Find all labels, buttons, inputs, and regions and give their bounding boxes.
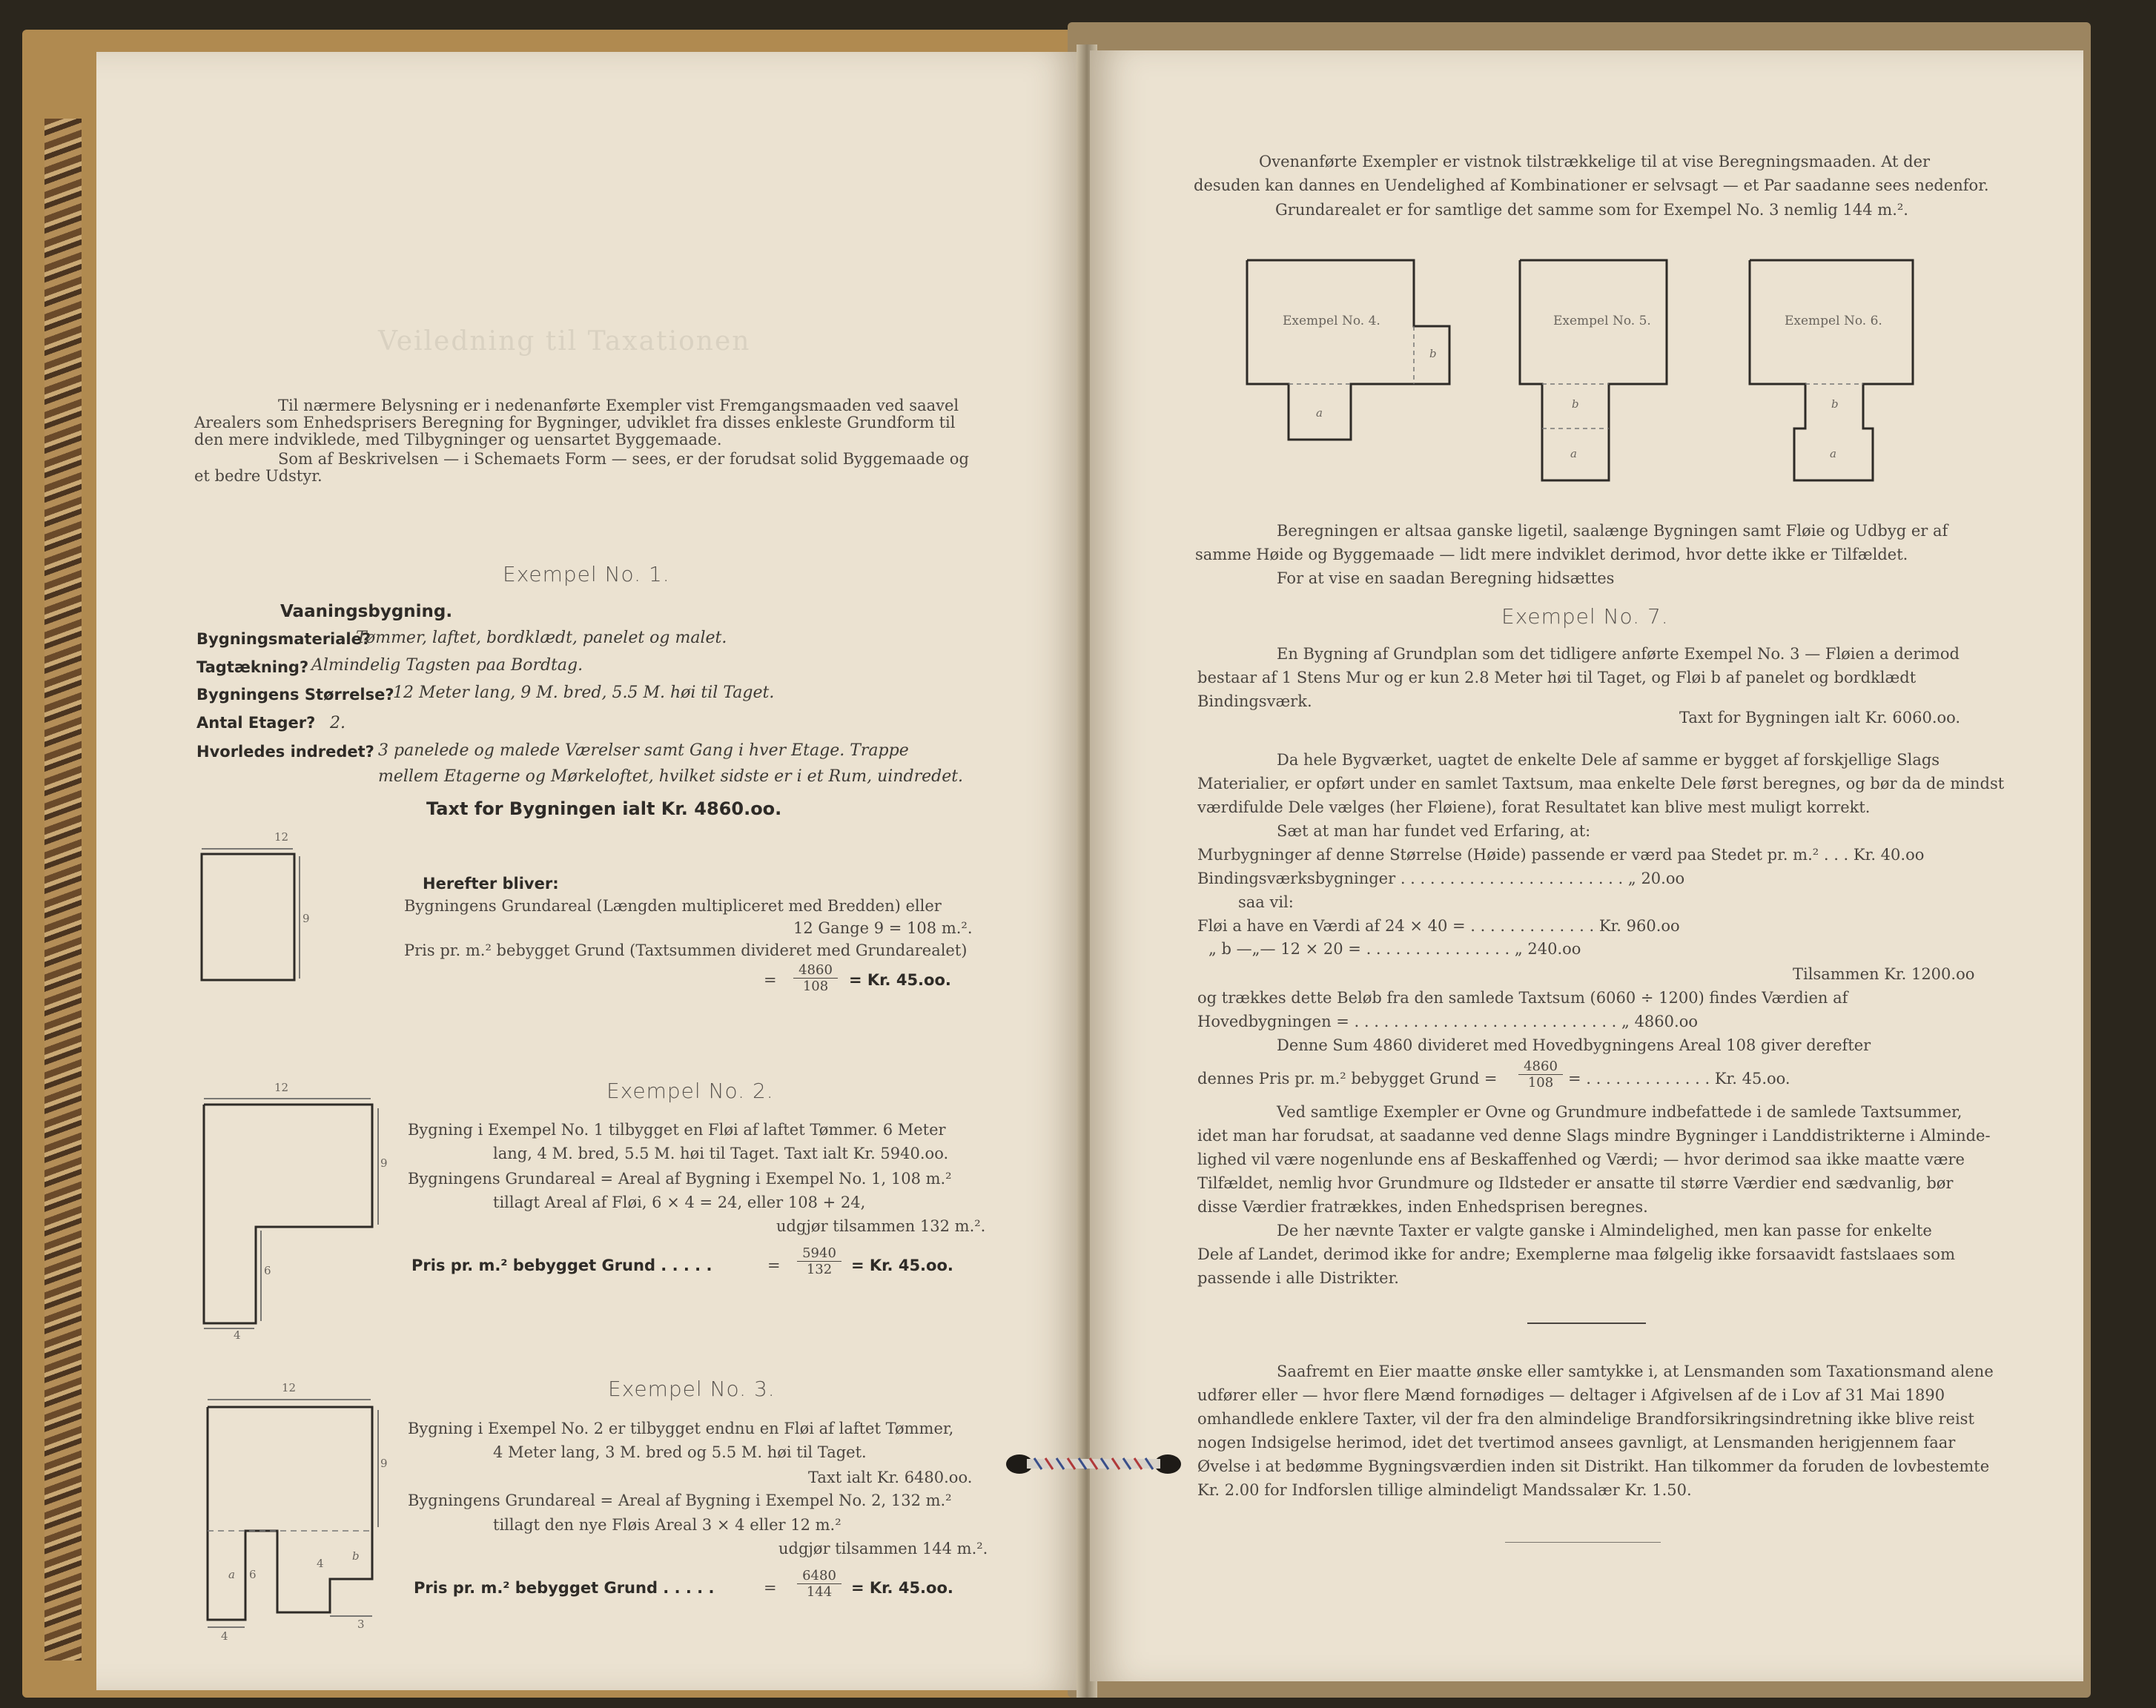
right-p5: lighed vil være nogenlunde ens af Beskaffenhed og Værdi; — hvor derimod saa ikke maatte være [1197, 1151, 1965, 1168]
denne-result: = . . . . . . . . . . . . . Kr. 45.oo. [1568, 1070, 1790, 1088]
ex2-heading: Exempel No. 2. [606, 1079, 774, 1103]
denne-line: dennes Pris pr. m.² bebygget Grund = [1197, 1070, 1498, 1088]
right-page [1090, 50, 2083, 1681]
ex3-line: Taxt ialt Kr. 6480.oo. [808, 1469, 973, 1486]
right-p5: idet man har forudsat, at saadanne ved denne Slags mindre Bygninger i Landdistrikterne i Alminde- [1197, 1127, 1991, 1145]
right-p6: Øvelse i at bedømme Bygningsværdien inden sit Distrikt. Han tilkommer da foruden de lovbestemte [1197, 1457, 1990, 1475]
saa-line: saa vil: [1238, 893, 1294, 911]
a-floors: 2. [330, 714, 345, 732]
right-p6: omhandlede enklere Taxter, vil der fra den almindelige Brandforsikringsindretning ikke blive reist [1197, 1410, 1974, 1428]
tilsammen-line: Tilsammen Kr. 1200.oo [1793, 965, 1975, 983]
ex3-lbl-b: b [352, 1549, 360, 1563]
ex3-eq: = [764, 1579, 777, 1597]
ex3-pris: Pris pr. m.² bebygget Grund . . . . . [414, 1579, 715, 1597]
ex6-lbl-a: a [1830, 447, 1836, 460]
ex3-frac-num: 6480 [797, 1568, 841, 1584]
ex3-line: udgjør tilsammen 144 m.². [778, 1540, 988, 1558]
ex3-result: = Kr. 45.oo. [851, 1579, 953, 1597]
ex7-fraction [1518, 1059, 1563, 1090]
ex3-dim-4a: 4 [221, 1629, 228, 1643]
ex2-line: Bygningens Grundareal = Areal af Bygning i Exempel No. 1, 108 m.² [408, 1170, 952, 1188]
right-p5: passende i alle Distrikter. [1197, 1269, 1399, 1287]
binding-line: Bindingsværksbygninger . . . . . . . . . . . . . . . . . . . . . . . „ 20.oo [1197, 870, 1685, 887]
intro-line: Som af Beskrivelsen — i Schemaets Form — sees, er der forudsat solid Byggemaade og [278, 450, 969, 468]
ex2-line: lang, 4 M. bred, 5.5 M. høi til Taget. Taxt ialt Kr. 5940.oo. [493, 1145, 949, 1162]
ex1-grund2: 12 Gange 9 = 108 m.². [793, 919, 973, 937]
right-p3: En Bygning af Grundplan som det tidligere anførte Exempel No. 3 — Fløien a derimod [1277, 645, 1960, 663]
ex2-line: udgjør tilsammen 132 m.². [776, 1217, 986, 1235]
a-roof: Almindelig Tagsten paa Bordtag. [311, 656, 583, 675]
ex1-taxt: Taxt for Bygningen ialt Kr. 4860.oo. [426, 798, 782, 819]
right-p3: Bindingsværk. [1197, 692, 1312, 710]
traekkes-line: og trækkes dette Beløb fra den samlede Taxtsum (6060 ÷ 1200) findes Værdien af [1197, 989, 1848, 1007]
ex1-heading: Exempel No. 1. [503, 562, 670, 586]
ex3-dim-h: 9 [380, 1457, 388, 1470]
a-size: 12 Meter lang, 9 M. bred, 5.5 M. høi til Taget. [393, 683, 775, 702]
ex1-dim-h: 9 [302, 912, 310, 925]
binding-string [1001, 1449, 1186, 1479]
ex2-line: tillagt Areal af Fløi, 6 × 4 = 24, eller 108 + 24, [493, 1194, 866, 1211]
right-p6: udfører eller — hvor flere Mænd fornødiges — deltager i Afgivelsen af de i Lov af 31 Mai 1890 [1197, 1386, 1945, 1404]
ex3-dim-3: 3 [357, 1618, 365, 1631]
a-layout: 3 panelede og malede Værelser samt Gang i hver Etage. Trappe [378, 741, 909, 760]
q-roof: Tagtækning? [196, 658, 309, 676]
right-p4: værdifulde Dele vælges (her Fløiene), forat Resultatet kan blive mest muligt korrekt. [1197, 798, 1871, 816]
ex2-fraction [797, 1245, 841, 1277]
ex7-taxt: Taxt for Bygningen ialt Kr. 6060.oo. [1679, 709, 1961, 726]
ex1-pris: Pris pr. m.² bebygget Grund (Taxtsummen divideret med Grundarealet) [404, 941, 968, 959]
ex1-herefter: Herefter bliver: [423, 875, 559, 893]
ex5-label: Exempel No. 5. [1553, 314, 1651, 328]
ex2-plan-outline [204, 1105, 372, 1323]
right-p6: Kr. 2.00 for Indforslen tillige almindeligt Mandssalær Kr. 1.50. [1197, 1481, 1692, 1499]
ex3-frac-den: 144 [806, 1584, 833, 1600]
ex7-heading: Exempel No. 7. [1501, 604, 1669, 629]
ex3-dim-6: 6 [249, 1568, 257, 1581]
floi-a-line: Fløi a have en Værdi af 24 × 40 = . . . . . . . . . . . . . Kr. 960.oo [1197, 917, 1680, 935]
ex3-dim-4b: 4 [317, 1557, 324, 1570]
ex3-dim-w: 12 [282, 1381, 297, 1394]
right-p2: Beregningen er altsaa ganske ligetil, saalænge Bygningen samt Fløie og Udbyg er af [1277, 522, 1948, 540]
ex3-lbl-a: a [228, 1568, 235, 1581]
ex5-lbl-b: b [1572, 397, 1579, 411]
marbled-edge [44, 119, 82, 1661]
right-p3: bestaar af 1 Stens Mur og er kun 2.8 Meter høi til Taget, og Fløi b af panelet og bordklædt [1197, 669, 1917, 686]
right-p5: Tilfældet, nemlig hvor Grundmure og Ildsteder er ansatte til større Værdier end sædvanlig, bør [1197, 1174, 1954, 1192]
ex2-frac-den: 132 [806, 1262, 833, 1277]
ex2-dim-w: 12 [274, 1081, 289, 1094]
exempel-plans [1090, 50, 1091, 51]
ex5-plan-outline [1520, 260, 1667, 480]
ex6-lbl-b: b [1831, 397, 1839, 411]
ex7-frac-den: 108 [1527, 1075, 1554, 1090]
right-p4: Sæt at man har fundet ved Erfaring, at: [1277, 822, 1591, 840]
ex1-plan-outline [202, 854, 294, 980]
intro-line: et bedre Udstyr. [194, 467, 323, 485]
denne-line: Denne Sum 4860 divideret med Hovedbygningens Areal 108 giver derefter [1277, 1036, 1871, 1054]
right-p6: nogen Indsigelse herimod, idet det tvertimod ansees gavnligt, at Lensmanden herigjennem faar [1197, 1434, 1956, 1452]
right-p2: For at vise en saadan Beregning hidsættes [1277, 569, 1615, 587]
traekkes-line: Hovedbygningen = . . . . . . . . . . . . . . . . . . . . . . . . . . . „ 4860.oo [1197, 1013, 1698, 1030]
right-p4: Da hele Bygværket, uagtet de enkelte Dele af samme er bygget af forskjellige Slags [1277, 751, 1940, 769]
ex2-frac-num: 5940 [797, 1245, 841, 1262]
q-floors: Antal Etager? [196, 714, 316, 732]
ex1-eq: = [764, 971, 777, 989]
ex3-fraction [797, 1568, 841, 1600]
ex2-dim-6: 6 [264, 1264, 271, 1277]
ex3-line: tillagt den nye Fløis Areal 3 × 4 eller 12 m.² [493, 1516, 841, 1534]
ex1-frac-num: 4860 [793, 962, 838, 979]
floi-b-line: „ b —„— 12 × 20 = . . . . . . . . . . . . . . . „ 240.oo [1208, 940, 1581, 958]
intro-line: Arealers som Enhedsprisers Beregning for Bygninger, udviklet fra disses enkleste Grundform til [194, 414, 956, 431]
ex1-subheading: Vaaningsbygning. [280, 602, 453, 621]
right-p2: samme Høide og Byggemaade — lidt mere indviklet derimod, hvor dette ikke er Tilfældet. [1195, 546, 1908, 563]
ex4-lbl-a: a [1316, 406, 1323, 420]
ex6-label: Exempel No. 6. [1785, 314, 1882, 328]
faint-title: Veiledning til Taxationen [378, 326, 751, 357]
ex5-lbl-a: a [1570, 447, 1577, 460]
ex3-heading: Exempel No. 3. [608, 1377, 776, 1401]
intro-line: Til nærmere Belysning er i nedenanførte Exempler vist Fremgangsmaaden ved saavel [278, 397, 959, 414]
ex1-result: = Kr. 45.oo. [849, 971, 951, 989]
ex3-line: Bygningens Grundareal = Areal af Bygning i Exempel No. 2, 132 m.² [408, 1492, 952, 1509]
ex2-dim-4: 4 [234, 1328, 241, 1342]
mur-line: Murbygninger af denne Størrelse (Høide) passende er værd paa Stedet pr. m.² . . . Kr. 40.oo [1197, 846, 1925, 864]
ex3-line: Bygning i Exempel No. 2 er tilbygget endnu en Fløi af laftet Tømmer, [408, 1420, 954, 1437]
ex1-grund1: Bygningens Grundareal (Længden multipliceret med Bredden) eller [404, 897, 942, 915]
bottom-rule [1505, 1542, 1661, 1543]
ex2-dim-h: 9 [380, 1156, 388, 1170]
ex3-line: 4 Meter lang, 3 M. bred og 5.5 M. høi til Taget. [493, 1443, 867, 1461]
left-page [96, 52, 1082, 1690]
ex2-result: = Kr. 45.oo. [851, 1257, 953, 1274]
q-material: Bygningsmateriale? [196, 630, 371, 648]
ex4-plan-outline [1247, 260, 1449, 440]
ex1-dim-w: 12 [274, 830, 289, 844]
ex1-frac-den: 108 [802, 979, 829, 994]
ex3-plan [96, 52, 97, 53]
a-layout-cont: mellem Etagerne og Mørkeloftet, hvilket sidste er i et Rum, uindredet. [378, 767, 964, 786]
right-p4: Materialier, er opført under en samlet Taxtsum, maa enkelte Dele først beregnes, og bør da de mindst [1197, 775, 2005, 792]
ex2-eq: = [767, 1257, 781, 1274]
ex2-pris: Pris pr. m.² bebygget Grund . . . . . [411, 1257, 712, 1274]
ex4-label: Exempel No. 4. [1283, 314, 1380, 328]
right-p5: Dele af Landet, derimod ikke for andre; Exemplerne maa følgelig ikke forsaavidt fastslaaes som [1197, 1245, 1955, 1263]
right-p1: Grundarealet er for samtlige det samme som for Exempel No. 3 nemlig 144 m.². [1275, 201, 1908, 219]
section-rule [1527, 1323, 1646, 1324]
ex3-plan-outline [208, 1407, 372, 1620]
ex7-frac-num: 4860 [1518, 1059, 1563, 1075]
ex1-fraction [793, 962, 838, 994]
right-p6: Saafremt en Eier maatte ønske eller samtykke i, at Lensmanden som Taxationsmand alene [1277, 1363, 1994, 1380]
q-layout: Hvorledes indredet? [196, 743, 374, 761]
intro-line: den mere indviklede, med Tilbygninger og uensartet Byggemaade. [194, 431, 722, 448]
a-material: Tømmer, laftet, bordklædt, panelet og malet. [356, 629, 727, 647]
right-p1: desuden kan dannes en Uendelighed af Kombinationer er selvsagt — et Par saadanne sees nedenfor. [1194, 176, 1989, 194]
right-p5: Ved samtlige Exempler er Ovne og Grundmure indbefattede i de samlede Taxtsummer, [1277, 1103, 1962, 1121]
right-p1: Ovenanførte Exempler er vistnok tilstrækkelige til at vise Beregningsmaaden. At der [1259, 153, 1931, 171]
ex4-lbl-b: b [1429, 347, 1437, 360]
q-size: Bygningens Størrelse? [196, 686, 394, 704]
ex2-line: Bygning i Exempel No. 1 tilbygget en Fløi af laftet Tømmer. 6 Meter [408, 1121, 946, 1139]
right-p5: disse Værdier fratrækkes, inden Enhedsprisen beregnes. [1197, 1198, 1648, 1216]
right-p5: De her nævnte Taxter er valgte ganske i Almindelighed, men kan passe for enkelte [1277, 1222, 1932, 1239]
